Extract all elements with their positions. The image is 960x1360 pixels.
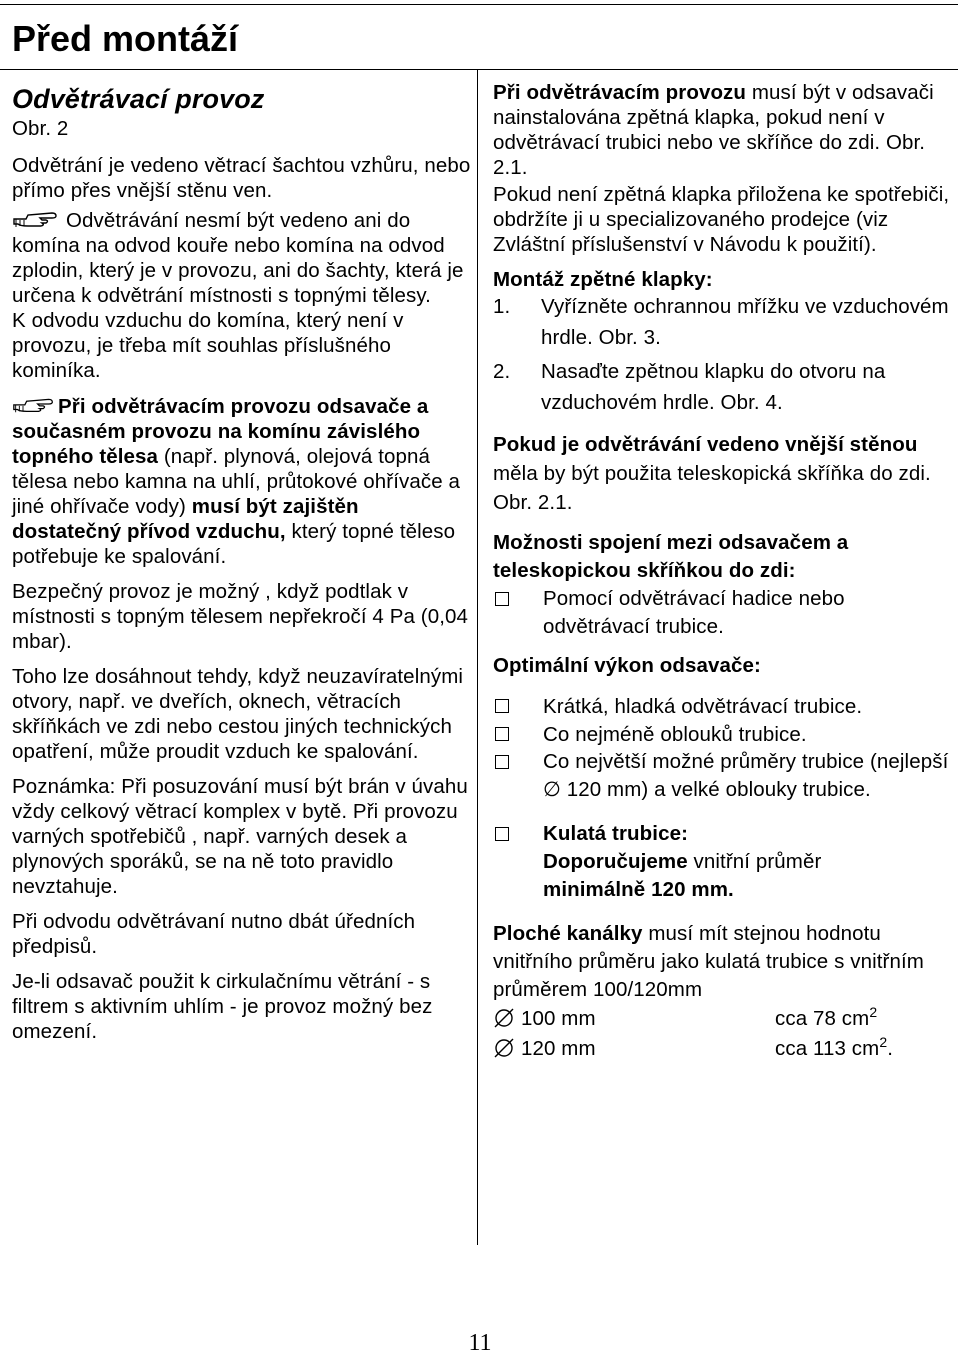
checkbox-bullet-icon	[495, 592, 509, 606]
recommend-text: vnitřní průměr	[693, 850, 822, 873]
figure-reference: Obr. 2	[12, 117, 69, 140]
warning-paragraph-1	[12, 207, 472, 308]
warning-text-2-end: který topné těleso potřebuje ke spalování.	[12, 520, 456, 568]
intro-paragraph: Odvětrání je vedeno větrací šachtou vzhůru, nebo přímo přes vnější stěnu ven.	[12, 154, 471, 202]
step-text: Nasaďte zpětnou klapku do otvoru na vzduchovém hrdle. Obr. 4.	[541, 360, 886, 414]
pointing-hand-icon	[12, 207, 60, 229]
performance-item	[493, 694, 953, 719]
chimney-consent-paragraph: K odvodu vzduchu do komína, který není v provozu, je třeba mít souhlas příslušného kominíka.	[12, 309, 404, 382]
round-pipe-recommendation	[543, 848, 821, 876]
performance-item	[493, 722, 953, 747]
dimension-row	[493, 1034, 953, 1064]
warning-text-2-bold-requirement: musí být zajištěn dostatečný přívod vzduchu,	[12, 495, 359, 543]
round-pipe-block	[493, 820, 953, 904]
connection-item	[493, 585, 953, 641]
section-heading: Odvětrávací provoz	[12, 84, 265, 114]
checkbox-bullet-icon	[495, 827, 509, 841]
regulations-paragraph: Při odvodu odvětrávaní nutno dbát úředních předpisů.	[12, 910, 416, 958]
wall-vent-text: měla by být použita teleskopická skříňka do zdi. Obr. 2.1.	[493, 462, 931, 514]
round-pipe-heading: Kulatá trubice:	[543, 822, 689, 845]
backflow-flap-text: musí být v odsavači nainstalována zpětná klapka, pokud není v odvětrávací trubici nebo ve skříňce do zdi. Obr. 2.1.	[493, 81, 934, 179]
performance-heading: Optimální výkon odsavače:	[493, 654, 761, 677]
left-column	[12, 80, 472, 1054]
area-value: cca 113 $cm^2$.	[775, 1034, 893, 1060]
step-text: Vyřízněte ochrannou mřížku ve vzduchovém hrdle. Obr. 3.	[541, 295, 949, 349]
diameter-value: 100 mm	[521, 1007, 596, 1030]
title-bar	[0, 4, 958, 70]
checkbox-bullet-icon	[495, 727, 509, 741]
recommend-bold: Doporučujeme	[543, 850, 688, 873]
mounting-step	[493, 359, 953, 418]
diameter-icon	[493, 1037, 515, 1059]
checkbox-bullet-icon	[495, 755, 509, 769]
round-pipe-minimum: minimálně 120 mm.	[543, 878, 734, 901]
wall-vent-bold: Pokud je odvětrávání vedeno vnější stěnou	[493, 433, 918, 456]
connection-item-text: Pomocí odvětrávací hadice nebo odvětrávací trubice.	[543, 587, 845, 638]
flat-duct-paragraph	[493, 920, 953, 1004]
performance-item-text: Krátká, hladká odvětrávací trubice.	[543, 695, 863, 718]
flap-supplier-paragraph: Pokud není zpětná klapka přiložena ke spotřebiči, obdržíte ji u specializovaného prodejce (viz Zvláštní příslušenství v Návodu k použití).	[493, 183, 950, 256]
performance-item-text: Co největší možné průměry trubice (nejlepší ∅ 120 mm) a velké oblouky trubice.	[543, 750, 949, 801]
warning-text-2-examples: (např. plynová, olejová topná tělesa nebo kamna na uhlí, průtokové ohřívače a jiné ohřívače vody)	[12, 445, 461, 518]
diameter-value: 120 mm	[521, 1037, 596, 1060]
warning-text-2-bold: Při odvětrávacím provozu odsavače a současném provozu na komínu závislého topného tělesa	[12, 395, 429, 468]
pointing-hand-icon	[12, 393, 56, 415]
wall-vent-paragraph	[493, 430, 953, 517]
mounting-step	[493, 294, 953, 353]
air-supply-paragraph: Toho lze dosáhnout tehdy, když neuzavíratelnými otvory, např. ve dveřích, oknech, větracích skříňkách ve zdi nebo cestou jiných technických opatření, může proudit vzduch ke spalování.	[12, 665, 464, 763]
step-number: 1.	[493, 295, 511, 318]
right-column	[493, 80, 953, 1064]
step-number: 2.	[493, 360, 511, 383]
backflow-flap-paragraph	[493, 80, 953, 180]
underpressure-paragraph: Bezpečný provoz je možný , když podtlak v místnosti s topným tělesem nepřekročí 4 Pa (0,04 mbar).	[12, 580, 468, 653]
warning-paragraph-2	[12, 393, 472, 569]
dimension-row	[493, 1004, 953, 1034]
page-number: 11	[468, 1330, 492, 1356]
recirculation-paragraph: Je-li odsavač použit k cirkulačnímu větrání - s filtrem s aktivním uhlím - je provoz možný bez omezení.	[12, 970, 433, 1043]
page-title: Před montáží	[12, 18, 239, 59]
backflow-flap-bold: Při odvětrávacím provozu	[493, 81, 747, 104]
checkbox-bullet-icon	[495, 699, 509, 713]
note-paragraph: Poznámka: Při posuzování musí být brán v úvahu vždy celkový větrací komplex v bytě. Při provozu varných spotřebičů , např. varných desek a plynových sporáků, se na ně toto pravidlo nevztahuje.	[12, 775, 468, 898]
diameter-icon	[493, 1007, 515, 1029]
performance-item	[493, 750, 953, 804]
flat-duct-text: musí mít stejnou hodnotu vnitřního průměru jako kulatá trubice s vnitřním průměrem 100/120mm	[493, 922, 924, 1001]
warning-text-1: Odvětrávání nesmí být vedeno ani do komína na odvod kouře nebo komína na odvod zplodin, který je v provozu, ani do šachty, která je určena k odvětrání místnosti s topnými tělesy.	[12, 209, 464, 307]
connection-heading: Možnosti spojení mezi odsavačem a teleskopickou skříňkou do zdi:	[493, 531, 849, 582]
flat-duct-bold: Ploché kanálky	[493, 922, 643, 945]
area-value: cca 78 $cm^2$	[775, 1004, 878, 1030]
performance-item-text: Co nejméně oblouků trubice.	[543, 723, 807, 746]
column-divider	[477, 70, 478, 1245]
mounting-heading: Montáž zpětné klapky:	[493, 268, 713, 291]
